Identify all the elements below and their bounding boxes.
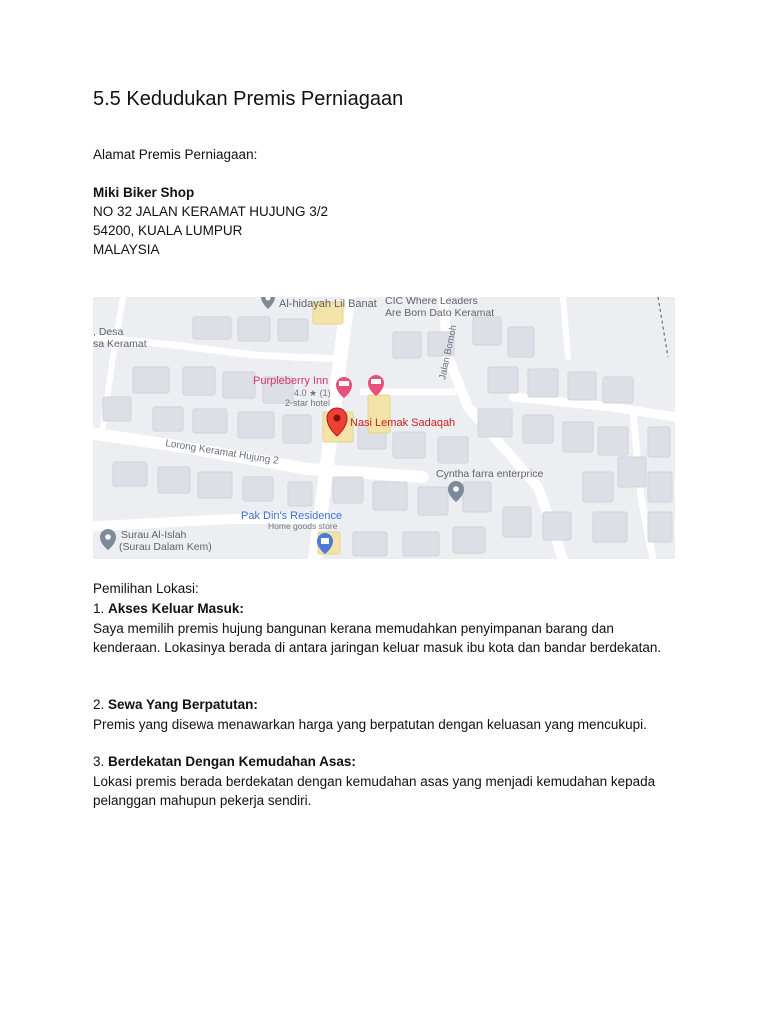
map-label-surau-1: Surau Al-Islah — [121, 529, 187, 541]
map-label-jalan-bomoh: Jalan Bomoh — [437, 324, 460, 381]
reason-title: Akses Keluar Masuk: — [108, 601, 244, 616]
reason-title: Berdekatan Dengan Kemudahan Asas: — [108, 754, 356, 769]
reason-title: Sewa Yang Berpatutan: — [108, 697, 258, 712]
reason-number: 2. — [93, 697, 105, 712]
map-label-purpleberry: Purpleberry Inn — [253, 375, 329, 387]
map-label-nasi-lemak: Nasi Lemak Sadaqah — [350, 417, 456, 429]
address-label: Alamat Premis Perniagaan: — [93, 147, 258, 162]
map-label-cic-1: CIC Where Leaders — [385, 297, 478, 307]
map-label-lorong: Lorong Keramat Hujung 2 — [164, 438, 280, 467]
map-label-pak-din: Pak Din's Residence — [241, 510, 343, 522]
address-line-2: 54200, KUALA LUMPUR — [93, 223, 243, 238]
location-map[interactable] — [93, 297, 675, 559]
map-label-alhidayah: Al-hidayah Lil Banat — [279, 298, 377, 310]
selection-label: Pemilihan Lokasi: — [93, 581, 199, 596]
map-label-desa-1: , Desa — [93, 326, 124, 338]
reason-item-2 — [93, 695, 683, 734]
reason-text: Saya memilih premis hujung bangunan kerana memudahkan penyimpanan barang dan kenderaan. Lokasinya berada di antara jaringan keluar masuk ibu kota dan bandar berdekatan. — [93, 620, 662, 655]
reason-text: Lokasi premis berada berdekatan dengan kemudahan asas yang menjadi kemudahan kepada pelanggan mahupun pekerja sendiri. — [93, 773, 656, 808]
map-label-surau-2: (Surau Dalam Kem) — [119, 541, 212, 553]
reason-number: 1. — [93, 601, 105, 616]
map-label-cyntha: Cyntha farra enterprice — [436, 468, 544, 480]
map-label-desa-2: sa Keramat — [93, 338, 147, 350]
address-line-3: MALAYSIA — [93, 242, 160, 257]
business-name: Miki Biker Shop — [93, 185, 195, 200]
reason-text: Premis yang disewa menawarkan harga yang berpatutan dengan keluasan yang mencukupi. — [93, 716, 647, 732]
address-line-1: NO 32 JALAN KERAMAT HUJUNG 3/2 — [93, 204, 329, 219]
map-label-purpleberry-rating: 4.0 ★ (1) — [294, 388, 331, 398]
map-label-pak-din-sub: Home goods store — [268, 521, 338, 531]
page-title: 5.5 Kedudukan Premis Perniagaan — [93, 88, 404, 110]
map-label-cic-2: Are Born Dato Keramat — [385, 307, 495, 319]
map-label-purpleberry-class: 2-star hotel — [285, 398, 331, 408]
reason-item-3 — [93, 752, 683, 811]
reason-number: 3. — [93, 754, 105, 769]
reason-item-1 — [93, 599, 683, 658]
